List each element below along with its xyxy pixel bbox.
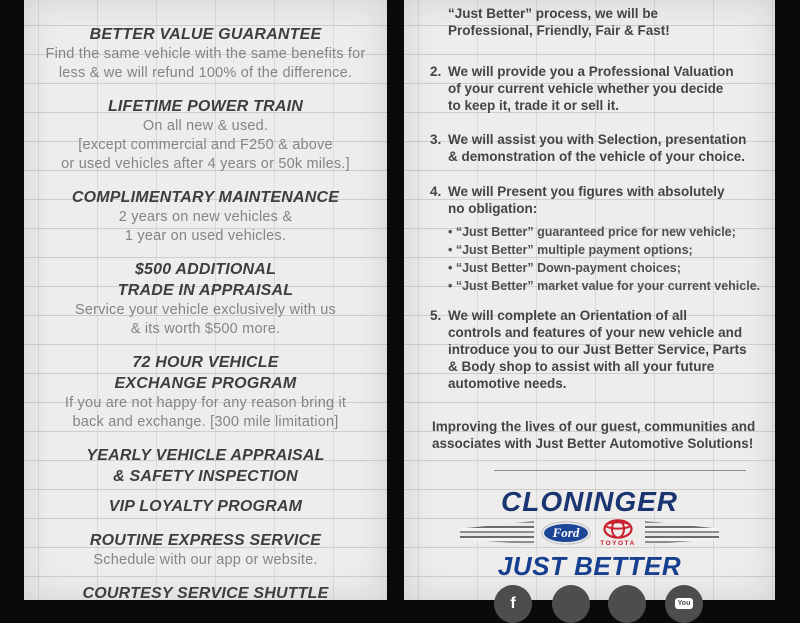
section-body-line: or used vehicles after 4 years or 50k miles.]: [61, 156, 350, 172]
just-better-tagline: JUST BETTER: [497, 551, 682, 581]
section-heading: COMPLIMENTARY MAINTENANCE: [71, 189, 340, 206]
item-text: [448, 183, 760, 295]
item-line: automotive needs.: [448, 376, 567, 391]
divider-line: [494, 470, 746, 471]
youtube-icon[interactable]: [665, 585, 703, 623]
social-icon-3[interactable]: [608, 585, 646, 623]
section-heading: TRADE IN APPRAISAL: [117, 282, 294, 299]
section-heading: LIFETIME POWER TRAIN: [107, 98, 304, 115]
intro-line: Professional, Friendly, Fair & Fast!: [448, 23, 670, 38]
bullet-line: • “Just Better” market value for your current vehicle.: [448, 279, 761, 293]
section-heading: EXCHANGE PROGRAM: [114, 375, 297, 392]
section-body-line: [except commercial and F250 & above: [78, 137, 333, 153]
section-heading: BETTER VALUE GUARANTEE: [89, 26, 322, 43]
social-icon-2[interactable]: [552, 585, 590, 623]
section-heading: VIP LOYALTY PROGRAM: [108, 498, 303, 515]
section-vip-loyalty-program: [24, 496, 387, 517]
section-yearly-appraisal-inspection: [24, 445, 387, 487]
section-heading: & SAFETY INSPECTION: [113, 468, 298, 485]
item-line: controls and features of your new vehicle and: [448, 325, 743, 340]
toyota-text: TOYOTA: [600, 540, 636, 547]
section-body-line: If you are not happy for any reason bring it: [64, 395, 347, 411]
closing-line: associates with Just Better Automotive Solutions!: [432, 436, 754, 451]
item-line: to keep it, trade it or sell it.: [448, 98, 620, 113]
process-item-5: [430, 307, 761, 392]
section-body-line: 2 years on new vehicles &: [118, 209, 293, 225]
social-icon-row: [404, 585, 775, 612]
section-routine-express-service: [24, 530, 387, 570]
section-body-line: Service your vehicle exclusively with us: [74, 302, 337, 318]
item-text: [448, 131, 746, 165]
item-bullets: [448, 223, 760, 295]
section-body-line: On all new & used.: [142, 118, 269, 134]
process-item-4: [430, 183, 761, 295]
section-heading: $500 ADDITIONAL: [134, 261, 277, 278]
toyota-logo-icon: [598, 519, 638, 547]
intro-line: “Just Better” process, we will be: [448, 6, 659, 21]
chrome-wing-left: [460, 521, 534, 545]
section-heading: 72 HOUR VEHICLE: [132, 354, 279, 371]
bullet-line: • “Just Better” Down-payment choices;: [448, 261, 681, 275]
facebook-icon[interactable]: f: [494, 585, 532, 623]
youtube-you-badge: You: [675, 598, 694, 609]
logo-wing-row: [404, 516, 775, 550]
section-trade-in-appraisal: [24, 259, 387, 339]
section-heading: COURTESY SERVICE SHUTTLE: [82, 585, 329, 602]
section-body-line: Find the same vehicle with the same benefits for: [45, 46, 366, 62]
item-text: [448, 307, 747, 392]
item-text: [448, 63, 734, 114]
left-flyer-panel: [24, 0, 387, 600]
item-line: We will assist you with Selection, presentation: [448, 132, 747, 147]
section-heading: ROUTINE EXPRESS SERVICE: [89, 532, 322, 549]
process-item-2: [430, 63, 761, 114]
right-flyer-panel: [404, 0, 775, 612]
section-body-line: back and exchange. [300 mile limitation]: [72, 414, 339, 430]
dealer-logo: [404, 487, 775, 580]
item-number: 3.: [430, 132, 442, 147]
section-courtesy-service-shuttle: [24, 583, 387, 604]
item-number: 5.: [430, 308, 442, 323]
process-item-1-partial: [448, 5, 761, 39]
bullet-line: • “Just Better” guaranteed price for new vehicle;: [448, 225, 736, 239]
section-vehicle-exchange-program: [24, 352, 387, 432]
item-line: & demonstration of the vehicle of your choice.: [448, 149, 746, 164]
section-complimentary-maintenance: [24, 187, 387, 246]
section-body-line: & its worth $500 more.: [130, 321, 281, 337]
section-body-line: Schedule with our app or website.: [93, 552, 318, 568]
item-line: & Body shop to assist with all your future: [448, 359, 715, 374]
item-line: introduce you to our Just Better Service, Parts: [448, 342, 747, 357]
bullet-line: • “Just Better” multiple payment options;: [448, 243, 693, 257]
cloninger-wordmark: CLONINGER: [501, 486, 678, 517]
item-line: We will provide you a Professional Valuation: [448, 64, 734, 79]
item-number: 2.: [430, 64, 442, 79]
section-body-line: less & we will refund 100% of the difference.: [58, 65, 353, 81]
chrome-wing-right: [645, 521, 719, 545]
section-lifetime-power-train: [24, 96, 387, 174]
process-list: [404, 0, 775, 471]
benefits-list: [24, 0, 387, 604]
item-line: of your current vehicle whether you decide: [448, 81, 724, 96]
item-number: 4.: [430, 184, 442, 199]
closing-line: Improving the lives of our guest, communities and: [432, 419, 756, 434]
closing-statement: [432, 418, 761, 452]
section-better-value-guarantee: [24, 24, 387, 83]
process-item-3: [430, 131, 761, 165]
section-body-line: 1 year on used vehicles.: [124, 228, 287, 244]
ford-logo-icon: Ford: [541, 521, 591, 545]
section-heading: YEARLY VEHICLE APPRAISAL: [86, 447, 325, 464]
item-line: no obligation:: [448, 201, 538, 216]
item-line: We will complete an Orientation of all: [448, 308, 688, 323]
item-line: We will Present you figures with absolutely: [448, 184, 725, 199]
